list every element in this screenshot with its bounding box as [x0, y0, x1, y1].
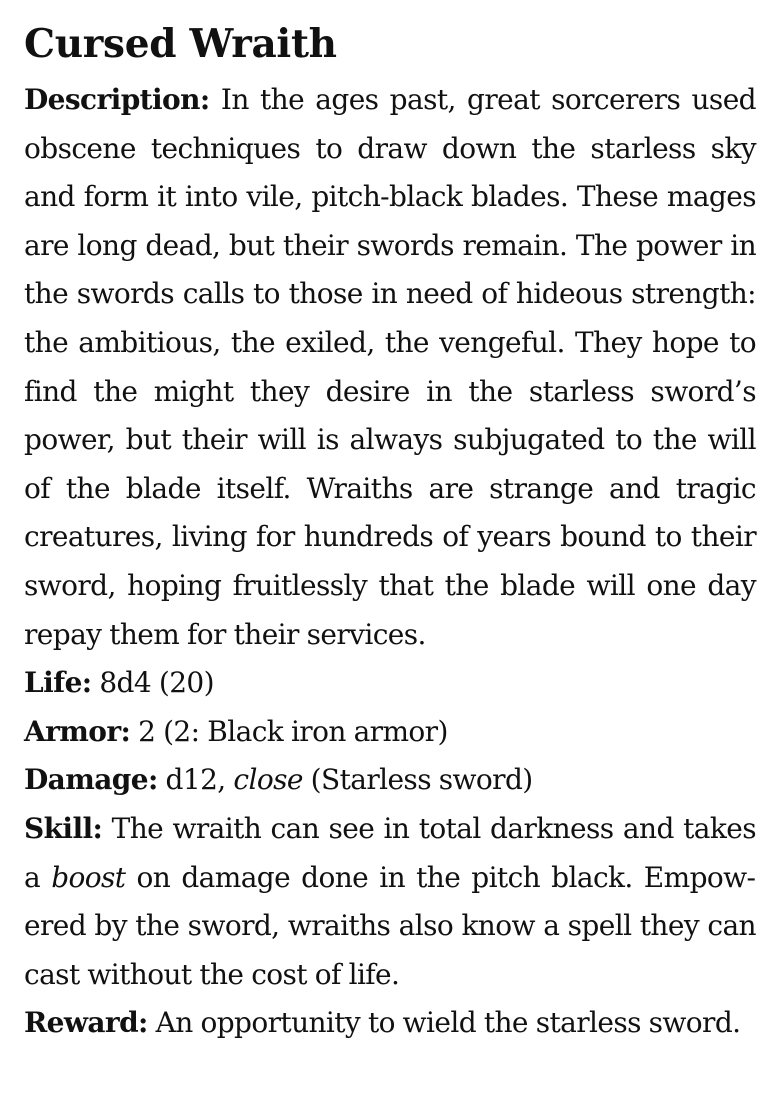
skill-text-before: The wraith can see in total darkness and takes a — [24, 811, 756, 894]
damage-weapon: (Starless sword) — [310, 763, 533, 797]
life-entry — [24, 659, 756, 708]
reward-entry — [24, 999, 756, 1048]
reward-text: An opportunity to wield the starless sword. — [155, 1006, 741, 1040]
damage-entry — [24, 756, 756, 805]
description-label: Description: — [24, 83, 210, 116]
life-label: Life: — [24, 666, 92, 700]
armor-label: Armor: — [24, 714, 131, 748]
description-text: In the ages past, great sorcerers used obscene techniques to draw down the starless sky and form it into vile, pitch-black blades. These mages are long dead, but their swords remain. The power in the swords calls to those in need of hideous strength: the ambitious, the exiled, the vengeful. They hope to find the might they desire in the starless sword’s power, but their will is always subjugated to the will of the blade itself. Wraiths are strange and tragic creatures, living for hundreds of years bound to their sword, hoping fruitlessly that the blade will one day repay them for their services. — [24, 83, 756, 651]
skill-text-after: on damage done in the pitch black. Empowered by the sword, wraiths also know a spell they can cast without the cost of life. — [24, 860, 756, 991]
skill-entry — [24, 805, 756, 999]
description-entry — [24, 76, 756, 659]
damage-range: close — [233, 763, 303, 797]
skill-emphasis: boost — [51, 860, 126, 894]
armor-value: 2 (2: Black iron armor) — [138, 714, 448, 748]
armor-entry — [24, 708, 756, 757]
damage-die: d12, — [165, 763, 226, 797]
life-value: 8d4 (20) — [99, 666, 214, 700]
damage-label: Damage: — [24, 763, 158, 797]
creature-title: Cursed Wraith — [24, 21, 337, 67]
reward-label: Reward: — [24, 1006, 148, 1040]
skill-label: Skill: — [24, 811, 103, 845]
